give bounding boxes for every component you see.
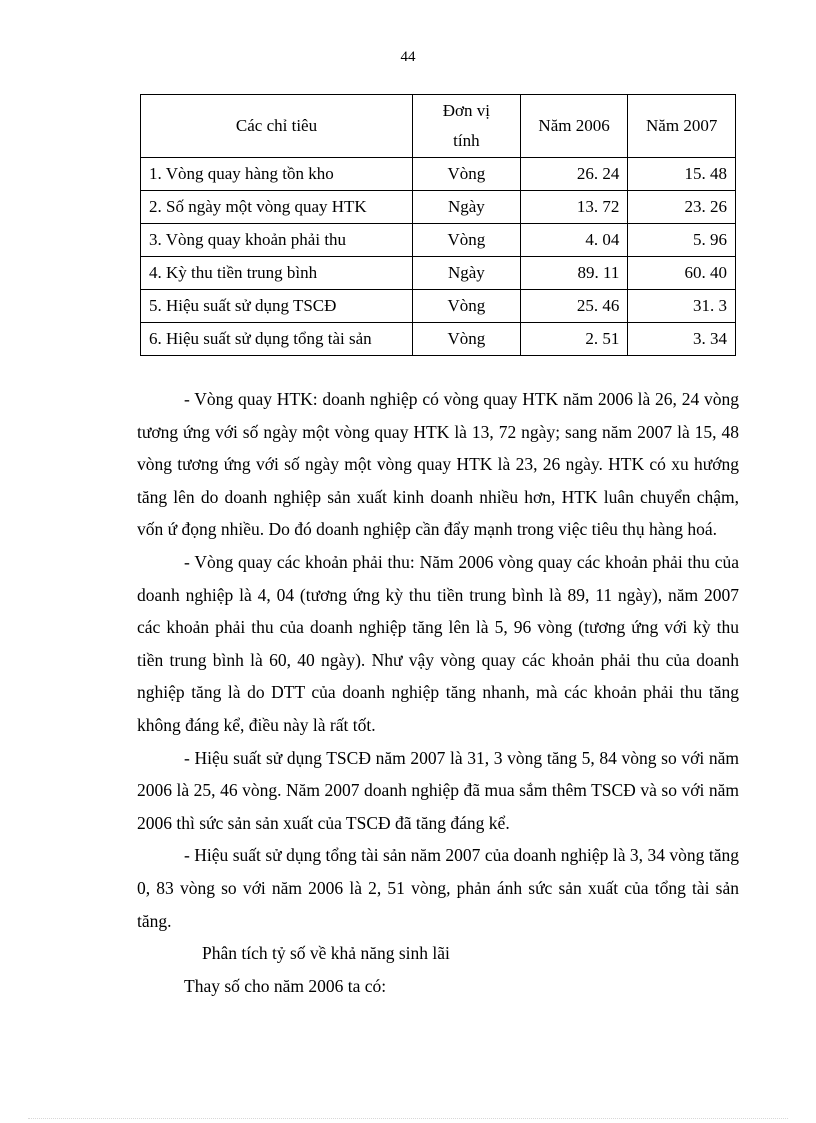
- row-value-2006: 25. 46: [520, 290, 628, 323]
- header-year-2006: Năm 2006: [520, 95, 628, 158]
- header-indicator: Các chỉ tiêu: [141, 95, 413, 158]
- table-row: [141, 224, 736, 257]
- row-value-2006: 89. 11: [520, 257, 628, 290]
- efficiency-ratios-table: [140, 94, 736, 356]
- table-row: [141, 191, 736, 224]
- row-indicator: 6. Hiệu suất sử dụng tổng tài sản: [141, 323, 413, 356]
- row-unit: Vòng: [413, 290, 521, 323]
- table-header-row: [141, 95, 736, 158]
- row-value-2006: 13. 72: [520, 191, 628, 224]
- header-unit: [413, 95, 521, 158]
- row-value-2006: 2. 51: [520, 323, 628, 356]
- row-value-2007: 60. 40: [628, 257, 736, 290]
- row-indicator: 4. Kỳ thu tiền trung bình: [141, 257, 413, 290]
- header-unit-line1: Đơn vị: [442, 101, 491, 120]
- table-row: [141, 290, 736, 323]
- row-indicator: 2. Số ngày một vòng quay HTK: [141, 191, 413, 224]
- body-text: [137, 383, 739, 1002]
- table-row: [141, 323, 736, 356]
- subheading-profitability: Phân tích tỷ số về khả năng sinh lãi: [202, 943, 450, 964]
- row-value-2006: 4. 04: [520, 224, 628, 257]
- paragraph-total-asset-efficiency: - Hiệu suất sử dụng tổng tài sản năm 2007 của doanh nghiệp là 3, 34 vòng tăng 0, 83 vòng so với năm 2006 là 2, 51 vòng, phản ánh sức sản xuất của tổng tài sản tăng.: [137, 845, 739, 931]
- page-number: 44: [400, 49, 416, 65]
- row-value-2006: 26. 24: [520, 158, 628, 191]
- paragraph-inventory-turnover: - Vòng quay HTK: doanh nghiệp có vòng quay HTK năm 2006 là 26, 24 vòng tương ứng với số ngày một vòng quay HTK là 13, 72 ngày; sang năm 2007 là 15, 48 vòng tương ứng với số ngày một vòng quay HTK là 23, 26 ngày. HTK có xu hướng tăng lên do doanh nghiệp sản xuất kinh doanh nhiều hơn, HTK luân chuyển chậm, vốn ứ đọng nhiều. Do đó doanh nghiệp cần đẩy mạnh trong việc tiêu thụ hàng hoá.: [137, 389, 739, 540]
- header-unit-line2: tính: [453, 131, 480, 150]
- row-value-2007: 23. 26: [628, 191, 736, 224]
- row-unit: Vòng: [413, 323, 521, 356]
- row-value-2007: 15. 48: [628, 158, 736, 191]
- table-row: [141, 257, 736, 290]
- row-value-2007: 5. 96: [628, 224, 736, 257]
- table-row: [141, 158, 736, 191]
- footer-rule: [28, 1118, 788, 1119]
- row-unit: Vòng: [413, 224, 521, 257]
- paragraph-fixed-asset-efficiency: - Hiệu suất sử dụng TSCĐ năm 2007 là 31, 3 vòng tăng 5, 84 vòng so với năm 2006 là 25, 46 vòng. Năm 2007 doanh nghiệp đã mua sắm thêm TSCĐ và so với năm 2006 thì sức sản sản xuất của TSCĐ đã tăng đáng kể.: [137, 747, 739, 833]
- row-unit: Vòng: [413, 158, 521, 191]
- closing-line: Thay số cho năm 2006 ta có:: [184, 975, 387, 996]
- row-indicator: 5. Hiệu suất sử dụng TSCĐ: [141, 290, 413, 323]
- row-indicator: 3. Vòng quay khoản phải thu: [141, 224, 413, 257]
- row-value-2007: 31. 3: [628, 290, 736, 323]
- row-unit: Ngày: [413, 257, 521, 290]
- row-indicator: 1. Vòng quay hàng tồn kho: [141, 158, 413, 191]
- paragraph-receivables-turnover: - Vòng quay các khoản phải thu: Năm 2006 vòng quay các khoản phải thu của doanh nghiệp là 4, 04 (tương ứng kỳ thu tiền trung bình là 89, 11 ngày), năm 2007 các khoản phải thu của doanh nghiệp tăng lên là 5, 96 vòng (tương ứng với kỳ thu tiền trung bình là 60, 40 ngày). Như vậy vòng quay các khoản phải thu của doanh nghiệp tăng là do DTT của doanh nghiệp tăng nhanh, mà các khoản phải thu tăng không đáng kể, điều này là rất tốt.: [137, 551, 739, 735]
- header-year-2007: Năm 2007: [628, 95, 736, 158]
- row-unit: Ngày: [413, 191, 521, 224]
- row-value-2007: 3. 34: [628, 323, 736, 356]
